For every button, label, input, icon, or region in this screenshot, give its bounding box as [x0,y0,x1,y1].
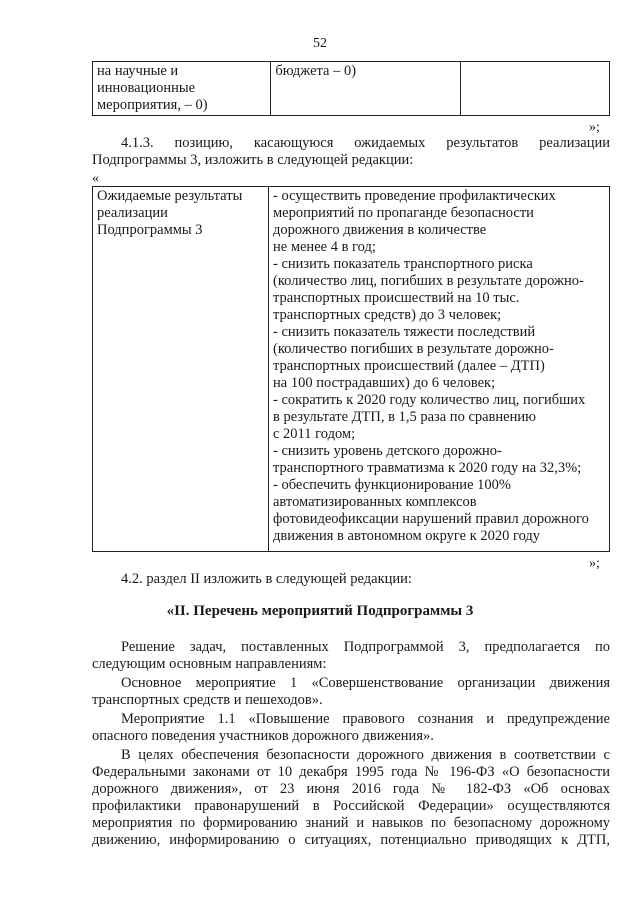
closing-quote: »; [589,556,600,571]
expected-results-table [92,186,610,552]
body-paragraph-line: профилактики правонарушений в Российской Федерации» осуществляются [92,798,610,814]
top-table-line: инновационные [97,80,196,96]
results-value-line: на 100 пострадавших) до 6 человек; [273,375,496,391]
results-value-line: - снизить уровень детского дорожно- [273,443,502,459]
top-table-cell-left [93,62,271,116]
top-table-cell-middle [271,62,461,116]
results-value-line: в результате ДТП, в 1,5 раза по сравнению [273,409,536,425]
results-value-line: - осуществить проведение профилактических [273,188,556,204]
results-value-line: транспортных происшествий (далее – ДТП) [273,358,545,374]
results-value-line: движения в автономном округе к 2020 году [273,528,541,544]
body-paragraph-line: Основное мероприятие 1 «Совершенствование организации движения [121,675,610,691]
results-value-cell [269,187,610,552]
results-value-line: транспортного травматизма к 2020 году на 32,3%; [273,460,582,476]
results-label-line: реализации [97,205,168,221]
body-paragraph-line: опасного поведения участников дорожного движения». [92,728,434,744]
top-table-cell-right [460,62,609,116]
results-label-line: Подпрограммы 3 [97,222,203,238]
body-paragraph-line: Федеральными законами от 10 декабря 1995 года № 196-ФЗ «О безопасности [92,764,610,780]
body-paragraph-line: движению, информированию о ситуациях, потенциально приводящих к ДТП, [92,832,610,848]
results-value-line: не менее 4 в год; [273,239,376,255]
results-value-line: - снизить показатель тяжести последствий [273,324,536,340]
results-value-line: фотовидеофиксации нарушений правил дорожного [273,511,589,527]
body-paragraph-line: мероприятия по формированию знаний и навыков по безопасному дорожному [92,815,610,831]
results-label-cell [93,187,269,552]
body-paragraph-line: Решение задач, поставленных Подпрограммой 3, предполагается по [121,639,610,655]
body-paragraph-line: дорожного движения», от 23 июня 2016 года № 182-ФЗ «Об основах [92,781,610,797]
results-value-line: - снизить показатель транспортного риска [273,256,533,272]
results-value-line: транспортных средств) до 3 человек; [273,307,502,323]
section-heading: «II. Перечень мероприятий Подпрограммы 3 [166,603,474,619]
page-number: 52 [313,36,327,51]
paragraph-4-2: 4.2. раздел II изложить в следующей редакции: [121,571,412,587]
top-table-line: на научные и [97,63,179,79]
results-value-line: - обеспечить функционирование 100% [273,477,511,493]
body-paragraph-line: транспортных средств и пешеходов». [92,692,323,708]
top-table-line: мероприятия, – 0) [97,97,208,113]
results-value-line: - сократить к 2020 году количество лиц, погибших [273,392,586,408]
results-value-line: мероприятий по пропаганде безопасности [273,205,534,221]
top-table-fragment [92,61,610,116]
results-value-line: транспортных происшествий на 10 тыс. [273,290,520,306]
opening-quote: « [92,171,99,186]
paragraph-4-1-3-line: 4.1.3. позицию, касающуюся ожидаемых результатов реализации [121,135,610,151]
closing-quote: »; [589,120,600,135]
top-table-line: бюджета – 0) [275,63,357,79]
results-value-line: автоматизированных комплексов [273,494,477,510]
results-label-line: Ожидаемые результаты [97,188,243,204]
results-value-line: дорожного движения в количестве [273,222,487,238]
results-value-line: (количество лиц, погибших в результате дорожно- [273,273,584,289]
body-paragraph-line: следующим основным направлениям: [92,656,327,672]
paragraph-4-1-3-line: Подпрограммы 3, изложить в следующей редакции: [92,152,414,168]
body-paragraph-line: Мероприятие 1.1 «Повышение правового сознания и предупреждение [121,711,610,727]
body-paragraph-line: В целях обеспечения безопасности дорожного движения в соответствии с [121,747,610,763]
results-value-line: (количество погибших в результате дорожно- [273,341,554,357]
results-value-line: с 2011 годом; [273,426,356,442]
